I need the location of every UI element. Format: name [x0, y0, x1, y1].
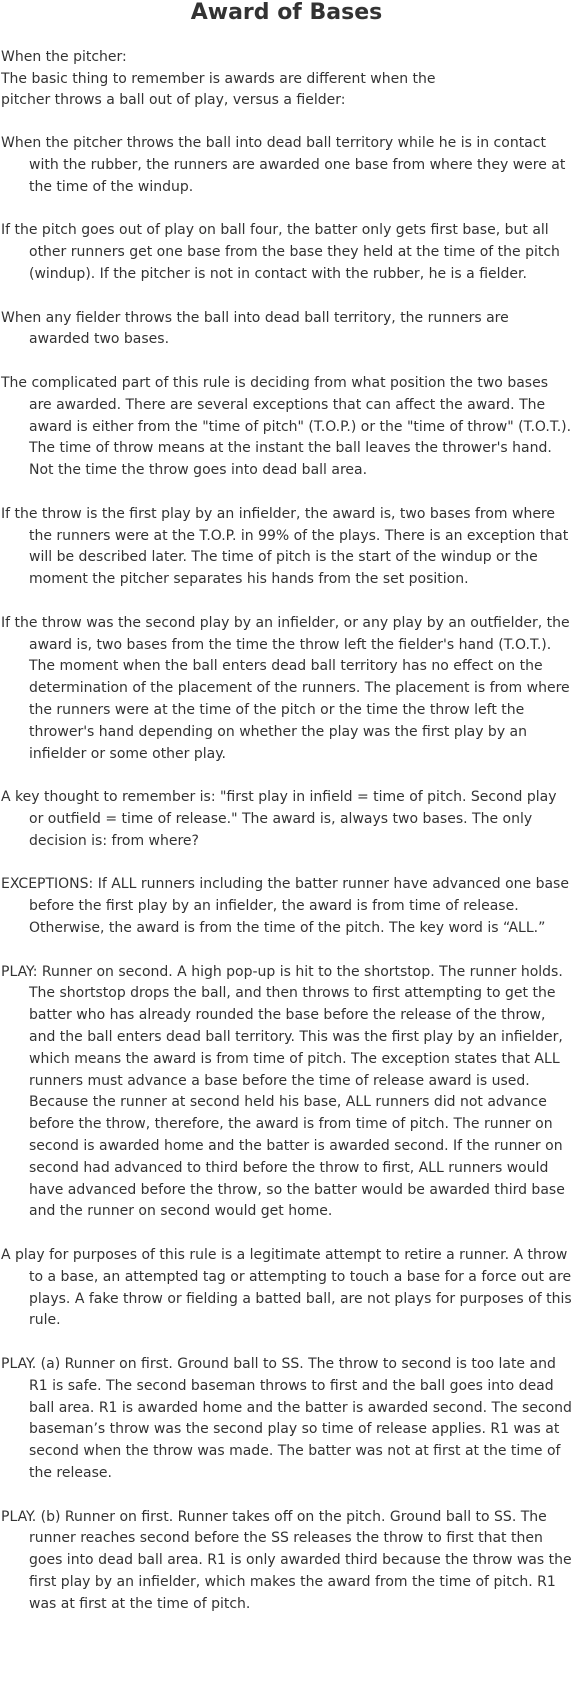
paragraph-play-definition: A play for purposes of this rule is a legitimate attempt to retire a runner. A throw to a base, an attempted tag or attempting to touch a base for a force out are plays. A fake throw or fielding a batted ball, are not plays for purposes of this rule.	[1, 1246, 572, 1329]
paragraph-first-play: If the throw is the first play by an infielder, the award is, two bases from where the runners were at the T.O.P. in 99% of the plays. There is an exception that will be described later. The time of pitch is the start of the windup or the moment the pitcher separates his hands from the set position.	[1, 505, 569, 588]
paragraph-second-play: If the throw was the second play by an infielder, or any play by an outfielder, the award is, two bases from the time the throw left the fielder's hand (T.O.T.). The moment when the ball enters dead ball territory has no effect on the determination of the placement of the runners. The placement is from where the runners were at the time of the pitch or the time the throw left the thrower's hand depending on whether the play was the first play by an infielder or some other play.	[1, 614, 570, 762]
page-title: Award of Bases	[190, 0, 383, 25]
intro-line: pitcher throws a ball out of play, versus a fielder:	[1, 92, 346, 108]
paragraph-complicated-part: The complicated part of this rule is deciding from what position the two bases are awarded. There are several exceptions that can affect the award. The award is either from the "time of pitch" (T.O.P.) or the "time of throw" (T.O.T.). The time of throw means at the instant the ball leaves the thrower's hand. Not the time the throw goes into dead ball area.	[1, 375, 572, 479]
paragraph-play-b: PLAY. (b) Runner on first. Runner takes off on the pitch. Ground ball to SS. The runner reaches second before the SS releases the throw to first that then goes into dead ball area. R1 is only awarded third because the throw was the first play by an infielder, which makes the award from the time of pitch. R1 was at first at the time of pitch.	[1, 1508, 572, 1612]
paragraph-pitcher-throw: When the pitcher throws the ball into dead ball territory while he is in contact with the rubber, the runners are awarded one base from where they were at the time of the windup.	[1, 135, 566, 195]
paragraph-play-example: PLAY: Runner on second. A high pop-up is hit to the shortstop. The runner holds. The shortstop drops the ball, and then throws to first attempting to get the batter who has already rounded the base before the release of the throw, and the ball enters dead ball territory. This was the first play by an infielder, which means the award is from time of pitch. The exception states that ALL runners must advance a base before the time of release award is used. Because the runner at second held his base, ALL runners did not advance before the throw, therefore, the award is from time of pitch. The runner on second is awarded home and the batter is awarded second. If the runner on second had advanced to third before the throw to first, ALL runners would have advanced before the throw, so the batter would be awarded third base and the runner on second would get home.	[1, 963, 565, 1220]
paragraph-fielder-throw: When any fielder throws the ball into dead ball territory, the runners are awarded two bases.	[1, 309, 509, 348]
paragraph-ball-four: If the pitch goes out of play on ball four, the batter only gets first base, but all other runners get one base from the base they held at the time of the pitch (windup). If the pitcher is not in contact with the rubber, he is a fielder.	[1, 222, 560, 283]
intro-line: The basic thing to remember is awards are different when the	[1, 70, 436, 87]
paragraph-play-a: PLAY. (a) Runner on first. Ground ball to SS. The throw to second is too late and R1 is safe. The second baseman throws to first and the ball goes into dead ball area. R1 is awarded home and the batter is awarded second. The second baseman’s throw was the second play so time of release applies. R1 was at second when the throw was made. The batter was not at first at the time of the release.	[1, 1355, 572, 1481]
intro-line: When the pitcher:	[1, 49, 127, 65]
paragraph-exceptions: EXCEPTIONS: If ALL runners including the batter runner have advanced one base before the first play by an infielder, the award is from time of release. Otherwise, the award is from the time of the pitch. The key word is “ALL.”	[1, 876, 569, 936]
intro-block	[0, 47, 573, 112]
paragraph-key-thought: A key thought to remember is: "first play in infield = time of pitch. Second play or outfield = time of release." The award is, always two bases. The only decision is: from where?	[1, 789, 557, 849]
